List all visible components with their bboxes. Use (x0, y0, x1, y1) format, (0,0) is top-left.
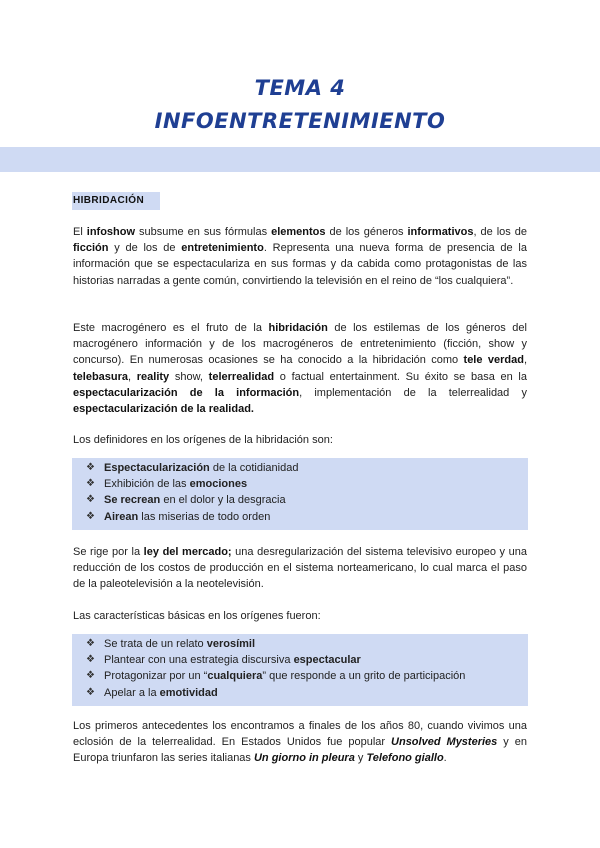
list-item: ❖ Espectacularización de la cotidianidad (86, 460, 528, 476)
list-item: ❖ Apelar a la emotividad (86, 685, 528, 701)
list-item: ❖ Se recrean en el dolor y la desgracia (86, 492, 528, 508)
diamond-bullet-icon: ❖ (86, 670, 95, 682)
header-band (0, 147, 600, 172)
caracteristicas-list-box (72, 634, 528, 706)
caracteristicas-list (72, 634, 528, 701)
title-line-1: TEMA 4 (254, 76, 346, 100)
list-item: ❖ Plantear con una estrategia discursiva espectacular (86, 652, 528, 668)
definidores-list-box (72, 458, 528, 530)
list-item: ❖ Protagonizar por un “cualquiera” que responde a un grito de participación (86, 668, 528, 684)
paragraph-macrogenero: Este macrogénero es el fruto de la hibridación de los estilemas de los géneros del macrogénero información y de los macrogéneros de entretenimiento (ficción, show y concurso). En numerosas ocasiones se ha conocido a la hibridación como tele verdad, telebasura, reality show, telerrealidad o factual entertainment. Su éxito se basa en la espectacularización de la información, implementación de la telerrealidad y espectacularización de la realidad. (73, 322, 527, 416)
section-heading: HIBRIDACIÓN (73, 195, 145, 206)
diamond-bullet-icon: ❖ (86, 638, 95, 649)
diamond-bullet-icon: ❖ (86, 478, 95, 490)
definidores-list (72, 458, 528, 525)
paragraph-definidores: Los definidores en los orígenes de la hibridación son: (73, 434, 333, 446)
paragraph-antecedentes: Los primeros antecedentes los encontramos a finales de los años 80, cuando vivimos una eclosión de la telerrealidad. En Estados Unidos fue popular Unsolved Mysteries y en Europa triunfaron las series italianas Un giorno in pleura y Telefono giallo. (73, 720, 527, 765)
diamond-bullet-icon: ❖ (86, 654, 95, 666)
title-line-2: INFOENTRETENIMIENTO (154, 109, 446, 133)
diamond-bullet-icon: ❖ (86, 510, 95, 522)
diamond-bullet-icon: ❖ (86, 494, 95, 506)
list-item: ❖ Airean las miserias de todo orden (86, 509, 528, 525)
diamond-bullet-icon: ❖ (86, 686, 95, 698)
paragraph-infoshow: El infoshow subsume en sus fórmulas elementos de los géneros informativos, de los de ficción y de los de entretenimiento. Representa una nueva forma de presencia de la información que se espectaculariza en sus formas y da cabida como protagonistas de las historias narradas a gente común, convirtiendo la televisión en el reino de “los cualquiera”. (73, 226, 527, 287)
list-item: ❖ Exhibición de las emociones (86, 476, 528, 492)
list-item: ❖ Se trata de un relato verosímil (86, 636, 528, 652)
diamond-bullet-icon: ❖ (86, 462, 95, 473)
paragraph-ley-del-mercado: Se rige por la ley del mercado; una desregularización del sistema televisivo europeo y una reducción de los costos de producción en el sistema norteamericano, lo cual marca el paso de la paleotelevisión a la neotelevisión. (73, 546, 527, 591)
paragraph-caracteristicas: Las características básicas en los orígenes fueron: (73, 610, 321, 622)
